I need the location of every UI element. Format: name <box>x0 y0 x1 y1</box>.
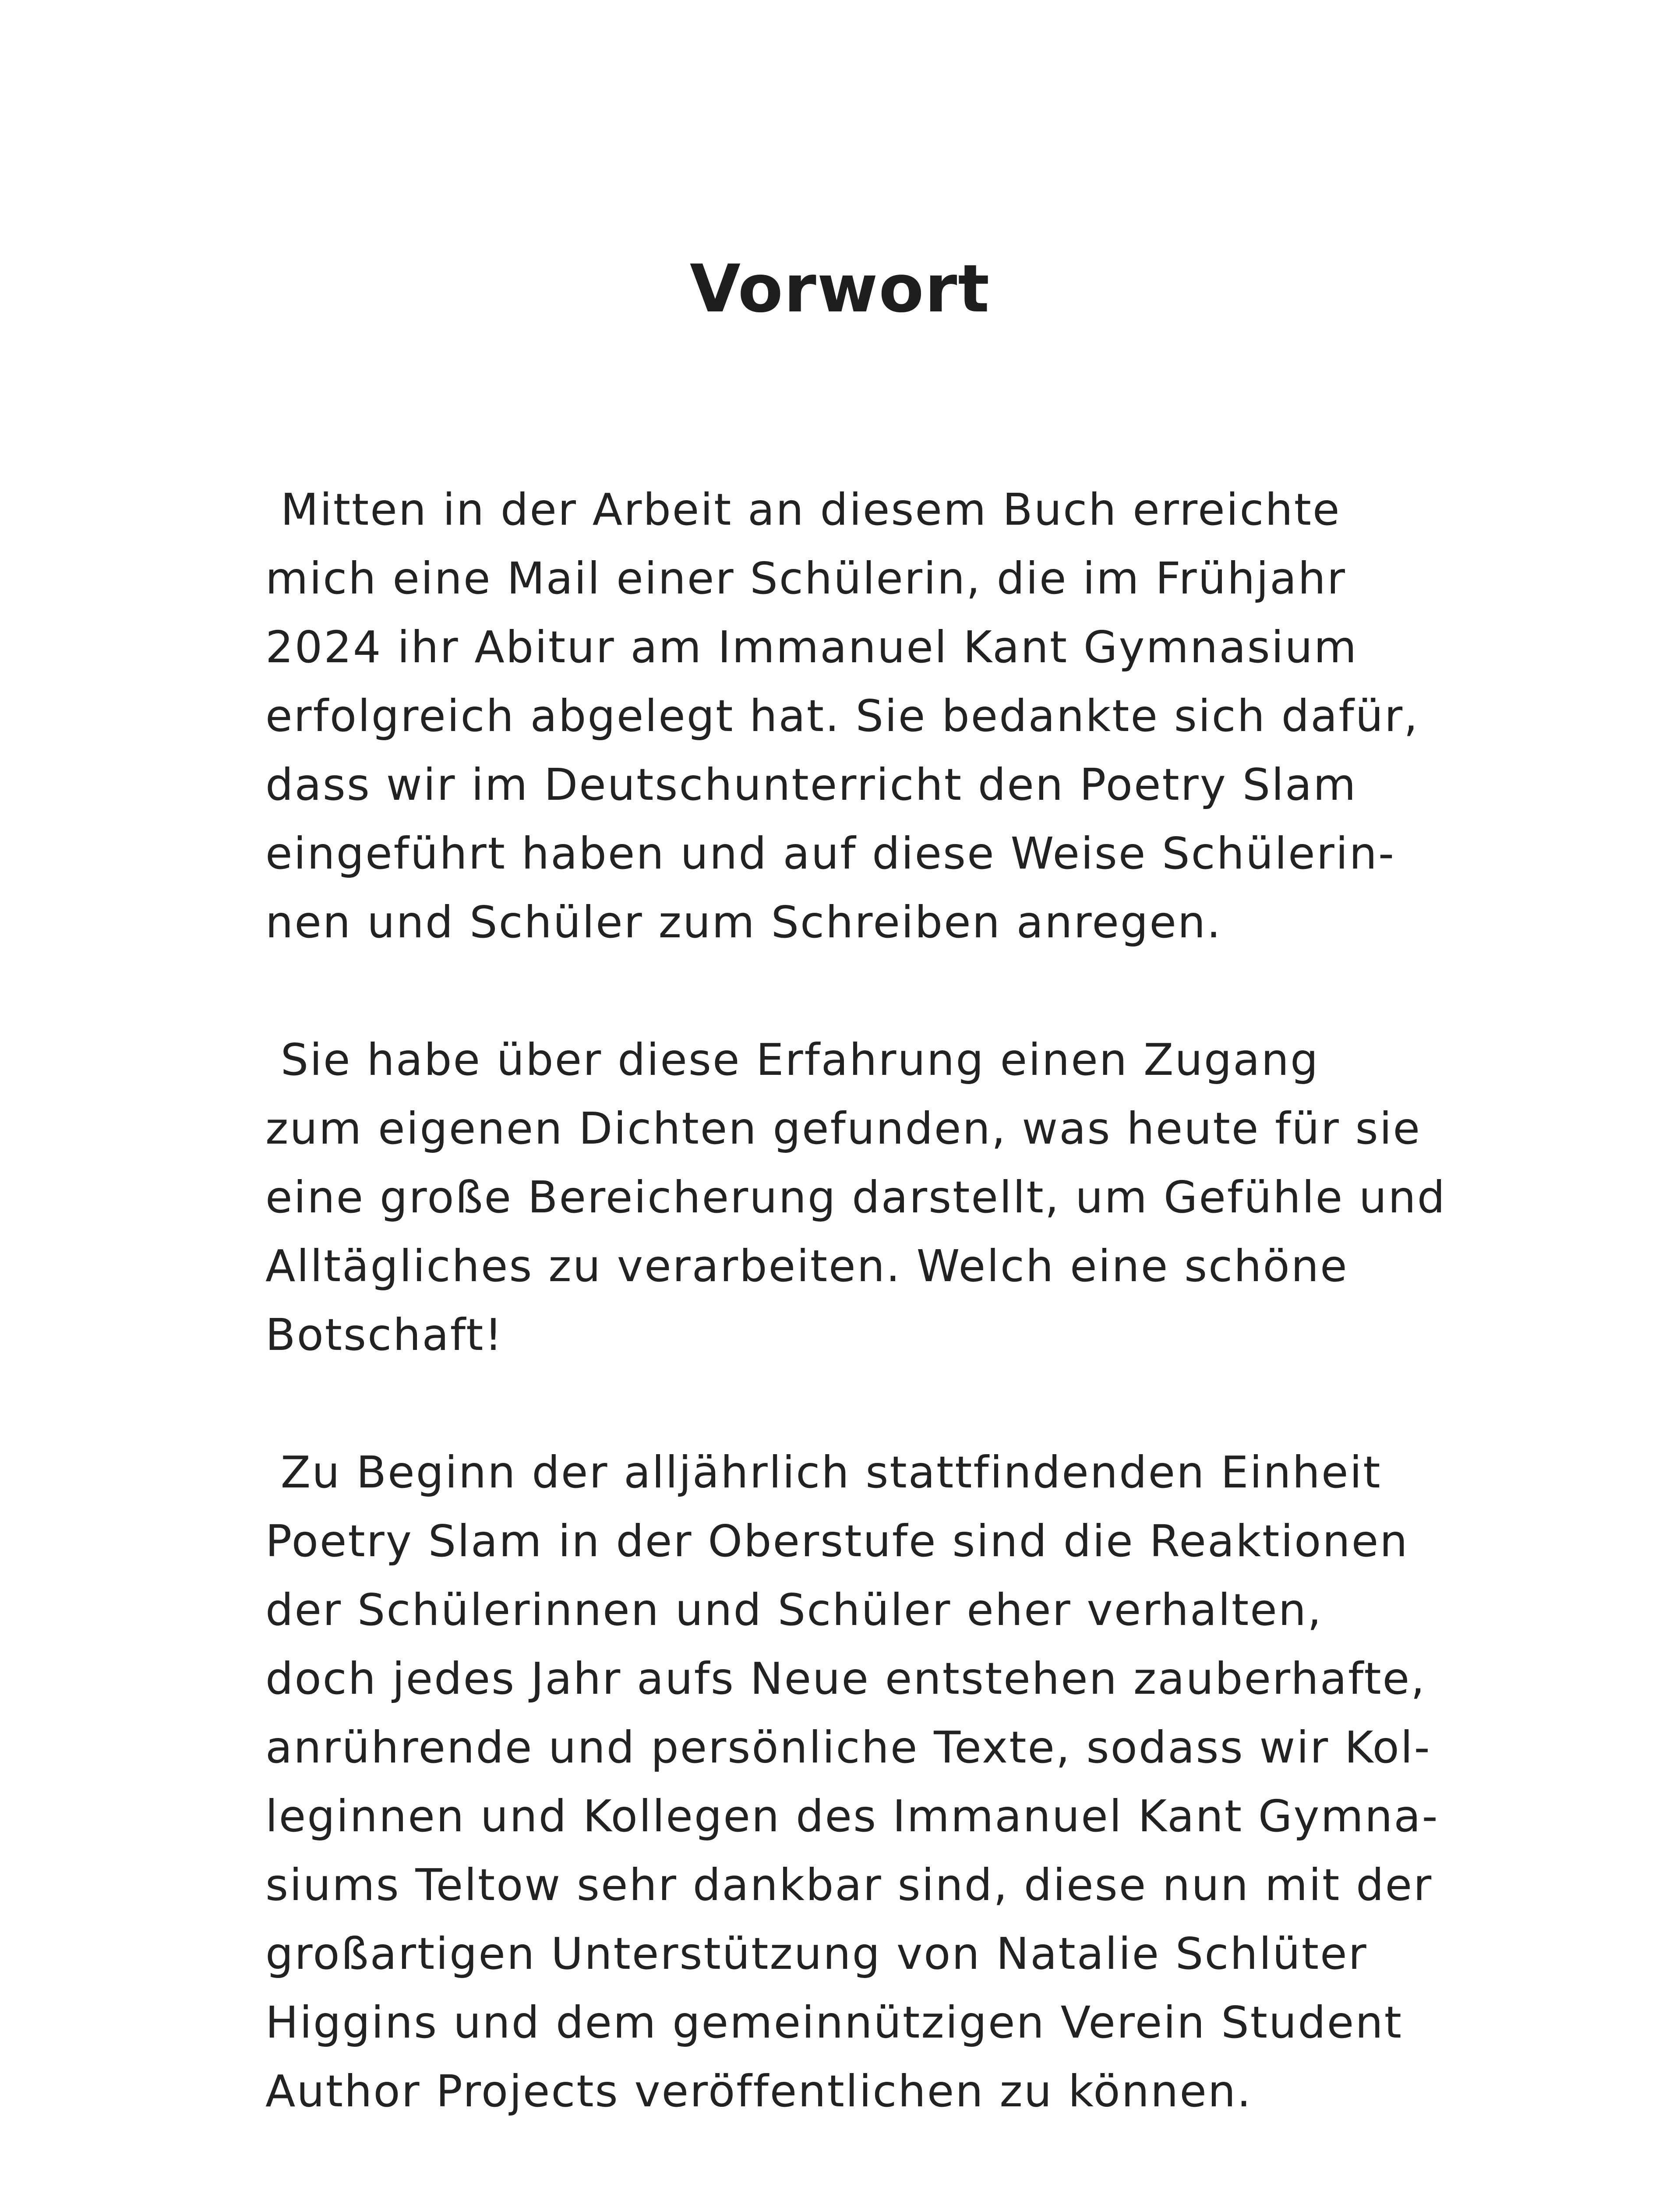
text-line: nen und Schüler zum Schreiben anregen. <box>265 897 1222 948</box>
text-line: Alltägliches zu verarbeiten. Welch eine schöne <box>265 1240 1348 1292</box>
text-line: dass wir im Deutschunterricht den Poetry Slam <box>265 759 1357 810</box>
text-line: Zu Beginn der alljährlich stattfindenden Einheit <box>265 1447 1382 1498</box>
paragraph-3 <box>265 1438 1535 2126</box>
text-line: Higgins und dem gemeinnützigen Verein Student <box>265 1997 1403 2048</box>
paragraph-1 <box>265 475 1535 957</box>
text-line: siums Teltow sehr dankbar sind, diese nun mit der <box>265 1859 1433 1911</box>
text-line: leginnen und Kollegen des Immanuel Kant Gymna- <box>265 1791 1439 1842</box>
text-line: Author Projects veröffentlichen zu können. <box>265 2066 1253 2117</box>
body-text <box>265 475 1535 2190</box>
text-line: Mitten in der Arbeit an diesem Buch erreichte <box>265 484 1341 535</box>
text-line: großartigen Unterstützung von Natalie Schlüter <box>265 1928 1368 1979</box>
text-line: eingeführt haben und auf diese Weise Schülerin- <box>265 828 1396 879</box>
text-line: zum eigenen Dichten gefunden, was heute für sie <box>265 1103 1422 1154</box>
text-line: der Schülerinnen und Schüler eher verhalten, <box>265 1584 1323 1635</box>
text-line: Sie habe über diese Erfahrung einen Zugang <box>265 1034 1320 1085</box>
text-line: eine große Bereicherung darstellt, um Gefühle und <box>265 1172 1447 1223</box>
text-line: 2024 ihr Abitur am Immanuel Kant Gymnasium <box>265 622 1358 673</box>
text-line: Poetry Slam in der Oberstufe sind die Reaktionen <box>265 1515 1409 1567</box>
paragraph-2 <box>265 1025 1535 1369</box>
text-line: mich eine Mail einer Schülerin, die im Frühjahr <box>265 553 1346 604</box>
page-title: Vorwort <box>689 251 991 327</box>
text-line: erfolgreich abgelegt hat. Sie bedankte sich dafür, <box>265 690 1419 742</box>
text-line: Botschaft! <box>265 1309 504 1360</box>
text-line: anrührende und persönliche Texte, sodass wir Kol- <box>265 1722 1431 1773</box>
text-line: doch jedes Jahr aufs Neue entstehen zauberhafte, <box>265 1653 1426 1704</box>
